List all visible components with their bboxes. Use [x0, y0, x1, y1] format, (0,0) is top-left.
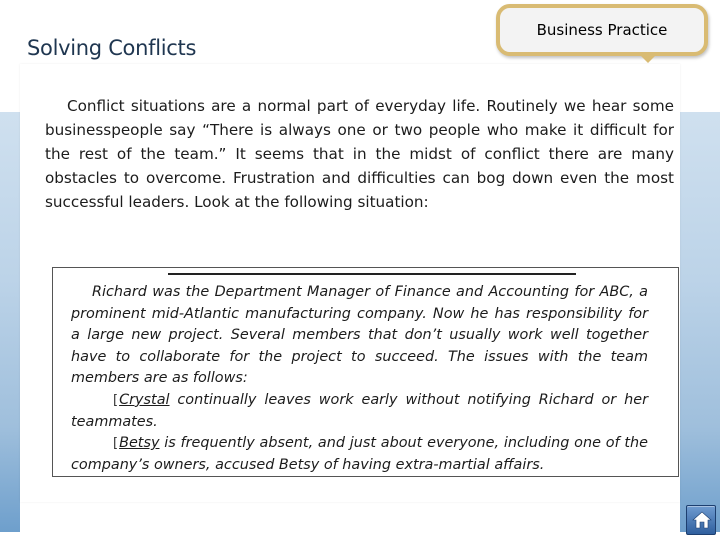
slide-title: Solving Conflicts — [27, 36, 197, 60]
case-item-betsy-name: Betsy — [119, 435, 160, 452]
case-item-betsy — [71, 433, 648, 476]
intro-paragraph: Conflict situations are a normal part of everyday life. Routinely we hear some businesspeople say “There is always one or two people who make it difficult for the rest of the team.” It seems that in the midst of conflict there are many obstacles to overcome. Frustration and difficulties can bog down even the most successful leaders. Look at the following situation: — [45, 97, 674, 211]
case-item-betsy-text: is frequently absent, and just about everyone, including one of the company’s owners, accused Betsy of having extra-martial affairs. — [71, 435, 648, 473]
case-paragraph: Richard was the Department Manager of Finance and Accounting for ABC, a prominent mid-Atlantic manufacturing company. Now he has responsibility for a large new project. Several members that don’t usually work well together have to collaborate for the project to succeed. The issues with the team members are as follows: — [71, 284, 648, 387]
case-study-text — [71, 282, 648, 476]
case-item-crystal-name: Crystal — [119, 391, 170, 408]
callout-tail — [638, 53, 658, 63]
case-study-rule — [168, 273, 576, 275]
right-decorative-band — [680, 112, 720, 532]
callout-label: Business Practice — [536, 21, 668, 39]
home-button[interactable] — [686, 505, 716, 535]
case-item-crystal — [71, 390, 648, 433]
business-practice-callout — [496, 4, 708, 56]
case-item-crystal-text: continually leaves work early without notifying Richard or her teammates. — [71, 391, 648, 430]
bullet-bracket-icon: [ — [113, 436, 119, 452]
home-icon — [692, 510, 712, 530]
left-decorative-band — [0, 112, 20, 532]
bullet-bracket-icon: [ — [113, 392, 119, 408]
top-right-blank — [680, 64, 720, 112]
